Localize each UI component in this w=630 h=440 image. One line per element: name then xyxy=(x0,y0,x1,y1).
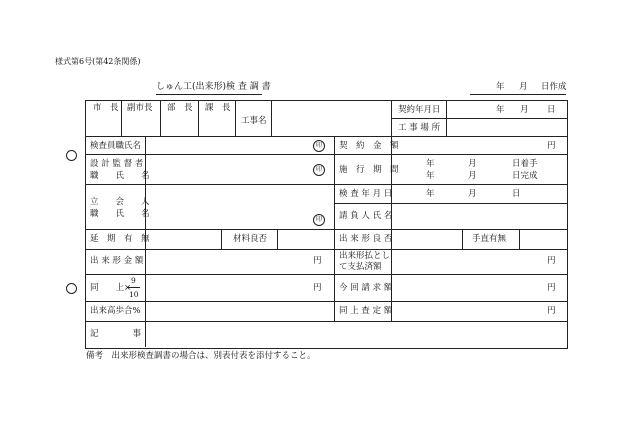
rule xyxy=(86,301,567,302)
rule xyxy=(221,229,222,249)
rule xyxy=(277,229,278,249)
dept-head-label: 部 長 xyxy=(167,103,193,113)
rule xyxy=(86,184,567,185)
date-year: 年 xyxy=(496,82,505,92)
progress-rate-label: 出来高歩合% xyxy=(90,306,141,316)
inspection-day: 日 xyxy=(512,189,521,199)
rule xyxy=(462,229,463,249)
workmanship-label: 出 来 形 良 否 xyxy=(339,234,393,244)
title-underline xyxy=(156,94,262,95)
rule xyxy=(334,203,567,204)
rule xyxy=(235,100,236,136)
rule xyxy=(86,136,567,137)
rule xyxy=(519,229,520,249)
notes-label: 記 事 xyxy=(90,329,142,339)
yen-unit: 円 xyxy=(547,306,556,316)
section-head-label: 課 長 xyxy=(205,103,231,113)
contract-amount-label: 契 約 金 額 xyxy=(339,141,399,151)
rule xyxy=(121,100,122,136)
seal-mark: 印 xyxy=(313,164,325,176)
inspection-date-label: 検 査 年 月 日 xyxy=(339,189,393,199)
rule xyxy=(198,100,199,136)
period-label: 施 行 期 間 xyxy=(339,165,399,175)
yen-unit: 円 xyxy=(547,256,556,266)
rule xyxy=(334,136,335,321)
correction-label: 手直有無 xyxy=(472,234,507,244)
yen-unit: 円 xyxy=(313,283,322,293)
rule xyxy=(86,274,567,275)
inspection-year: 年 xyxy=(426,189,435,199)
this-claim-label: 今 回 請 求 額 xyxy=(339,283,393,293)
supervisor-label-2: 職 氏 名 xyxy=(90,171,150,181)
contractor-label: 請 負 人 氏 名 xyxy=(339,211,393,221)
inspector-label: 検査員職氏名 xyxy=(90,141,142,151)
period-start-day: 日着手 xyxy=(512,159,538,169)
form-id: 様式第6号(第42条関係) xyxy=(55,57,141,66)
rule xyxy=(391,100,392,136)
punch-hole-bottom xyxy=(66,283,77,294)
date-made: 日作成 xyxy=(541,82,567,92)
supervisor-label-1: 設 計 監 督 者 xyxy=(90,159,144,169)
date-underline xyxy=(470,94,566,95)
remark-text: 備考 出来形検査調書の場合は、別表付表を添付すること。 xyxy=(86,351,316,361)
period-end-day: 日完成 xyxy=(512,171,538,181)
progress-amount-label: 出 来 形 金 額 xyxy=(90,256,144,266)
seal-mark: 印 xyxy=(313,140,325,152)
period-start-month: 月 xyxy=(468,159,477,169)
date-month: 月 xyxy=(519,82,528,92)
material-label: 材料良否 xyxy=(233,234,268,244)
ratio-label: 同 上× xyxy=(90,283,132,293)
rule xyxy=(86,154,567,155)
yen-unit: 円 xyxy=(547,141,556,151)
period-end-month: 月 xyxy=(468,171,477,181)
delay-label: 延 期 有 無 xyxy=(90,234,150,244)
rule xyxy=(160,100,161,136)
work-name-label: 工事名 xyxy=(241,116,267,126)
seal-mark: 印 xyxy=(313,214,325,226)
contract-day: 日 xyxy=(547,105,556,115)
period-end-year: 年 xyxy=(426,171,435,181)
progress-paid-label-2: て支払済額 xyxy=(339,262,382,272)
fraction-bar xyxy=(128,287,140,288)
ratio-numerator: 9 xyxy=(131,276,136,285)
rule xyxy=(271,100,272,136)
assessed-label: 同 上 査 定 額 xyxy=(339,306,393,316)
ratio-denominator: 10 xyxy=(129,290,139,299)
page-title: しゅん工(出来形)検 査 調 書 xyxy=(156,82,271,92)
contract-date-label: 契約年月日 xyxy=(398,105,441,115)
yen-unit: 円 xyxy=(313,256,322,266)
contract-month: 月 xyxy=(520,105,529,115)
contract-year: 年 xyxy=(496,105,505,115)
form-frame xyxy=(85,100,568,349)
rule xyxy=(391,118,567,119)
work-place-label: 工 事 場 所 xyxy=(398,123,441,133)
rule xyxy=(86,249,567,250)
progress-paid-label-1: 出来形払とし xyxy=(339,251,391,261)
witness-label-2: 職 氏 名 xyxy=(90,209,150,219)
witness-label-1: 立 会 人 xyxy=(90,197,150,207)
vice-mayor-label: 副市長 xyxy=(127,103,153,113)
yen-unit: 円 xyxy=(547,283,556,293)
rule xyxy=(391,136,392,321)
period-start-year: 年 xyxy=(426,159,435,169)
mayor-label: 市 長 xyxy=(93,103,119,113)
inspection-month: 月 xyxy=(468,189,477,199)
rule xyxy=(446,100,447,136)
punch-hole-top xyxy=(66,150,77,161)
rule xyxy=(86,229,567,230)
rule xyxy=(86,321,567,322)
